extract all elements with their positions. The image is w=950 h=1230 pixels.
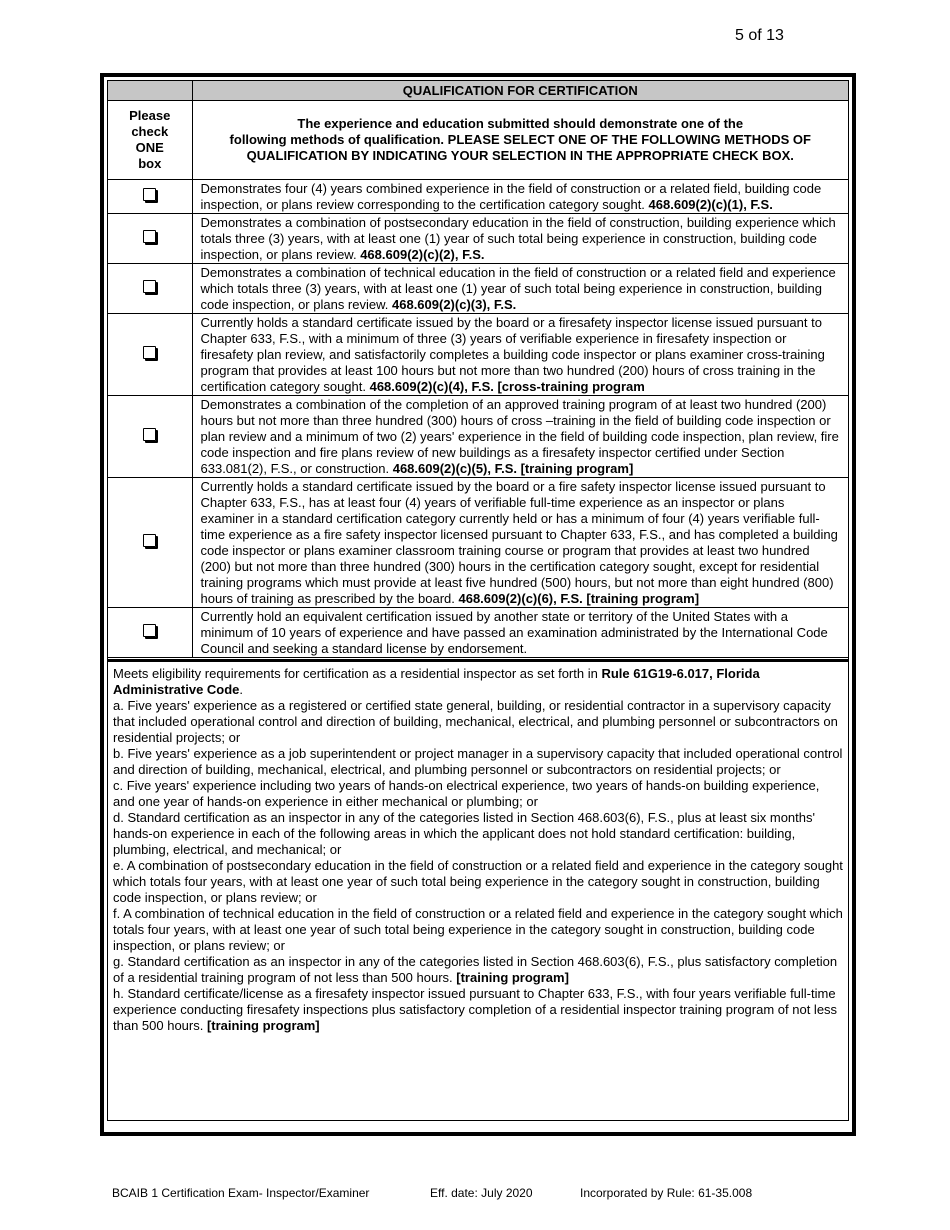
option-row xyxy=(108,608,848,658)
header-blank-cell xyxy=(108,81,192,101)
option-checkbox[interactable] xyxy=(143,428,156,441)
checkbox-cell xyxy=(108,264,192,314)
qualification-form-frame xyxy=(100,73,856,1136)
option-row xyxy=(108,180,848,214)
option-description: Demonstrates four (4) years combined experience in the field of construction or a related field, building code inspection, or plans review corresponding to the certification category sought. xyxy=(200,181,822,212)
option-description: Currently hold an equivalent certification issued by another state or territory of the United States with a minimum of 10 years of experience and have passed an examination administrated by the International Code Council and seeking a standard license by endorsement. xyxy=(200,609,828,656)
statute-reference: 468.609(2)(c)(6), F.S. [training program] xyxy=(458,591,700,606)
option-description: Demonstrates a combination of postsecondary education in the field of construction, building experience which totals three (3) years, with at least one (1) year of such total being experience in construction, building code inspection, or plans review. xyxy=(200,215,836,262)
option-row xyxy=(108,314,848,396)
option-row xyxy=(108,396,848,478)
intro-line-1: The experience and education submitted should demonstrate one of the xyxy=(297,116,744,131)
checkbox-cell xyxy=(108,180,192,214)
eligibility-item-c: c. Five years' experience including two years of hands-on electrical experience, two years of hands-on building experience, and one year of hands-on experience in either mechanical or plumbing; or xyxy=(113,778,820,809)
training-program-ref: [training program] xyxy=(206,1018,320,1033)
eligibility-item-h xyxy=(113,986,843,1034)
footer-eff-date: Eff. date: July 2020 xyxy=(430,1186,533,1200)
please-line: box xyxy=(138,156,162,171)
footer-form-name: BCAIB 1 Certification Exam- Inspector/Examiner xyxy=(112,1186,370,1200)
eligibility-intro-end: . xyxy=(239,682,244,697)
option-row xyxy=(108,214,848,264)
eligibility-section xyxy=(108,662,848,1034)
footer-incorporated: Incorporated by Rule: 61-35.008 xyxy=(580,1186,753,1200)
option-checkbox[interactable] xyxy=(143,188,156,201)
option-description: Currently holds a standard certificate issued by the board or a firesafety inspector license issued pursuant to Chapter 633, F.S., with a minimum of three (3) years of verifiable experience in firesafety inspection or firesafety plan review, and satisfactorily completes a building code inspector or plans examiner cross-training program that provides at least 100 hours but not more than two hundred (200) hours of cross training in the certification category sought. xyxy=(200,315,825,394)
option-text xyxy=(192,214,848,264)
checkbox-cell xyxy=(108,314,192,396)
eligibility-item-b: b. Five years' experience as a job superintendent or project manager in a supervisory capacity that included operational control and direction of building, mechanical, electrical, and plumbing personnel or subcontractors on residential projects; or xyxy=(113,746,843,777)
option-text xyxy=(192,608,848,658)
qualification-form-inner xyxy=(107,80,849,1121)
table-header: QUALIFICATION FOR CERTIFICATION xyxy=(192,81,848,101)
option-description: Demonstrates a combination of technical education in the field of construction or a related field and experience which totals three (3) years, with at least one (1) year of such total being experience in construction, building code inspection, or plans review. xyxy=(200,265,836,312)
eligibility-item-g xyxy=(113,954,843,986)
option-checkbox[interactable] xyxy=(143,280,156,293)
statute-reference: 468.609(2)(c)(2), F.S. xyxy=(360,247,485,262)
option-checkbox[interactable] xyxy=(143,230,156,243)
eligibility-item-d: d. Standard certification as an inspector in any of the categories listed in Section 468.603(6), F.S., plus at least six months' hands-on experience in each of the following areas in which the applicant does not hold standard certification: building, plumbing, electrical, and mechanical; or xyxy=(113,810,815,857)
statute-reference: 468.609(2)(c)(5), F.S. [training program] xyxy=(392,461,634,476)
option-text xyxy=(192,264,848,314)
option-text xyxy=(192,396,848,478)
page-number: 5 of 13 xyxy=(735,27,784,44)
eligibility-item-h-text: h. Standard certificate/license as a firesafety inspector issued pursuant to Chapter 633, F.S., with four years verifiable full-time experience conducting firesafety inspections plus satisfactory completion of a residential inspector training program of not less than 500 hours. xyxy=(113,986,838,1033)
option-row xyxy=(108,478,848,608)
intro-text xyxy=(192,101,848,180)
eligibility-intro-text: Meets eligibility requirements for certification as a residential inspector as set forth in xyxy=(113,666,602,681)
statute-reference: 468.609(2)(c)(4), F.S. [cross-training program xyxy=(369,379,645,394)
option-checkbox[interactable] xyxy=(143,346,156,359)
please-line: Please xyxy=(129,108,171,123)
option-text xyxy=(192,478,848,608)
please-line: ONE xyxy=(135,140,164,155)
intro-row xyxy=(108,101,848,180)
training-program-ref: [training program] xyxy=(456,970,569,985)
intro-line-2: following methods of qualification. PLEASE SELECT ONE OF THE FOLLOWING METHODS OF QUALIFICATION BY INDICATING YOUR SELECTION IN THE APPROPRIATE CHECK BOX. xyxy=(229,132,811,163)
eligibility-item-g-text: g. Standard certification as an inspector in any of the categories listed in Section 468.603(6), F.S., plus satisfactory completion of a residential training program of not less than 500 hours. xyxy=(113,954,838,985)
eligibility-item-e: e. A combination of postsecondary education in the field of construction or a related field and experience in the category sought which totals four years, with at least one year of such total being experience in the category sought in construction, building code inspection, or plans review; or xyxy=(113,858,843,905)
statute-reference: 468.609(2)(c)(1), F.S. xyxy=(648,197,773,212)
option-text xyxy=(192,180,848,214)
table-header-row xyxy=(108,81,848,101)
option-checkbox[interactable] xyxy=(143,534,156,547)
checkbox-cell xyxy=(108,396,192,478)
option-description: Demonstrates a combination of the completion of an approved training program of at least two hundred (200) hours but not more than three hundred (300) hours of cross –training in the field of building code inspection or plan review and a minimum of two (2) years' experience in the field of building code inspection, plan review, fire code inspection and fire plans review of new buildings as a firesafety inspector certified under Section 633.081(2), F.S., or construction. xyxy=(200,397,839,476)
option-text xyxy=(192,314,848,396)
option-checkbox[interactable] xyxy=(143,624,156,637)
eligibility-item-a: a. Five years' experience as a registered or certified state general, building, or residential contractor in a supervisory capacity that included operational control and direction of building, mechanical, electrical, and plumbing personnel or subcontractors on residential projects; or xyxy=(113,698,838,745)
statute-reference: 468.609(2)(c)(3), F.S. xyxy=(392,297,517,312)
eligibility-intro xyxy=(113,666,843,698)
please-check-label xyxy=(108,101,192,180)
checkbox-cell xyxy=(108,478,192,608)
please-line: check xyxy=(131,124,169,139)
eligibility-item-f: f. A combination of technical education in the field of construction or a related field and experience in the category sought which totals four years, with at least one year of such total being experience in the category sought in construction, building code inspection, or plans review; or xyxy=(113,906,843,953)
checkbox-cell xyxy=(108,608,192,658)
rule-reference: Rule 61G19-6.017, Florida Administrative Code xyxy=(113,666,760,697)
option-description: Currently holds a standard certificate issued by the board or a fire safety inspector license issued pursuant to Chapter 633, F.S., has at least four (4) years of verifiable full-time experience as an inspector or plans examiner in a standard certification category currently held or has a minimum of four (4) years verifiable full-time experience as a fire safety inspector licensed pursuant to Chapter 633, F.S., and has completed a building code inspector or plans examiner classroom training course or program that provides at least two hundred (200) but not more than three hundred (300) hours in the certification category sought, except for residential training programs which must provide at least five hundred (500) hours, but not more than eight hundred (800) hours of training as prescribed by the board. xyxy=(200,479,838,606)
qualification-table xyxy=(108,81,848,658)
checkbox-cell xyxy=(108,214,192,264)
option-row xyxy=(108,264,848,314)
